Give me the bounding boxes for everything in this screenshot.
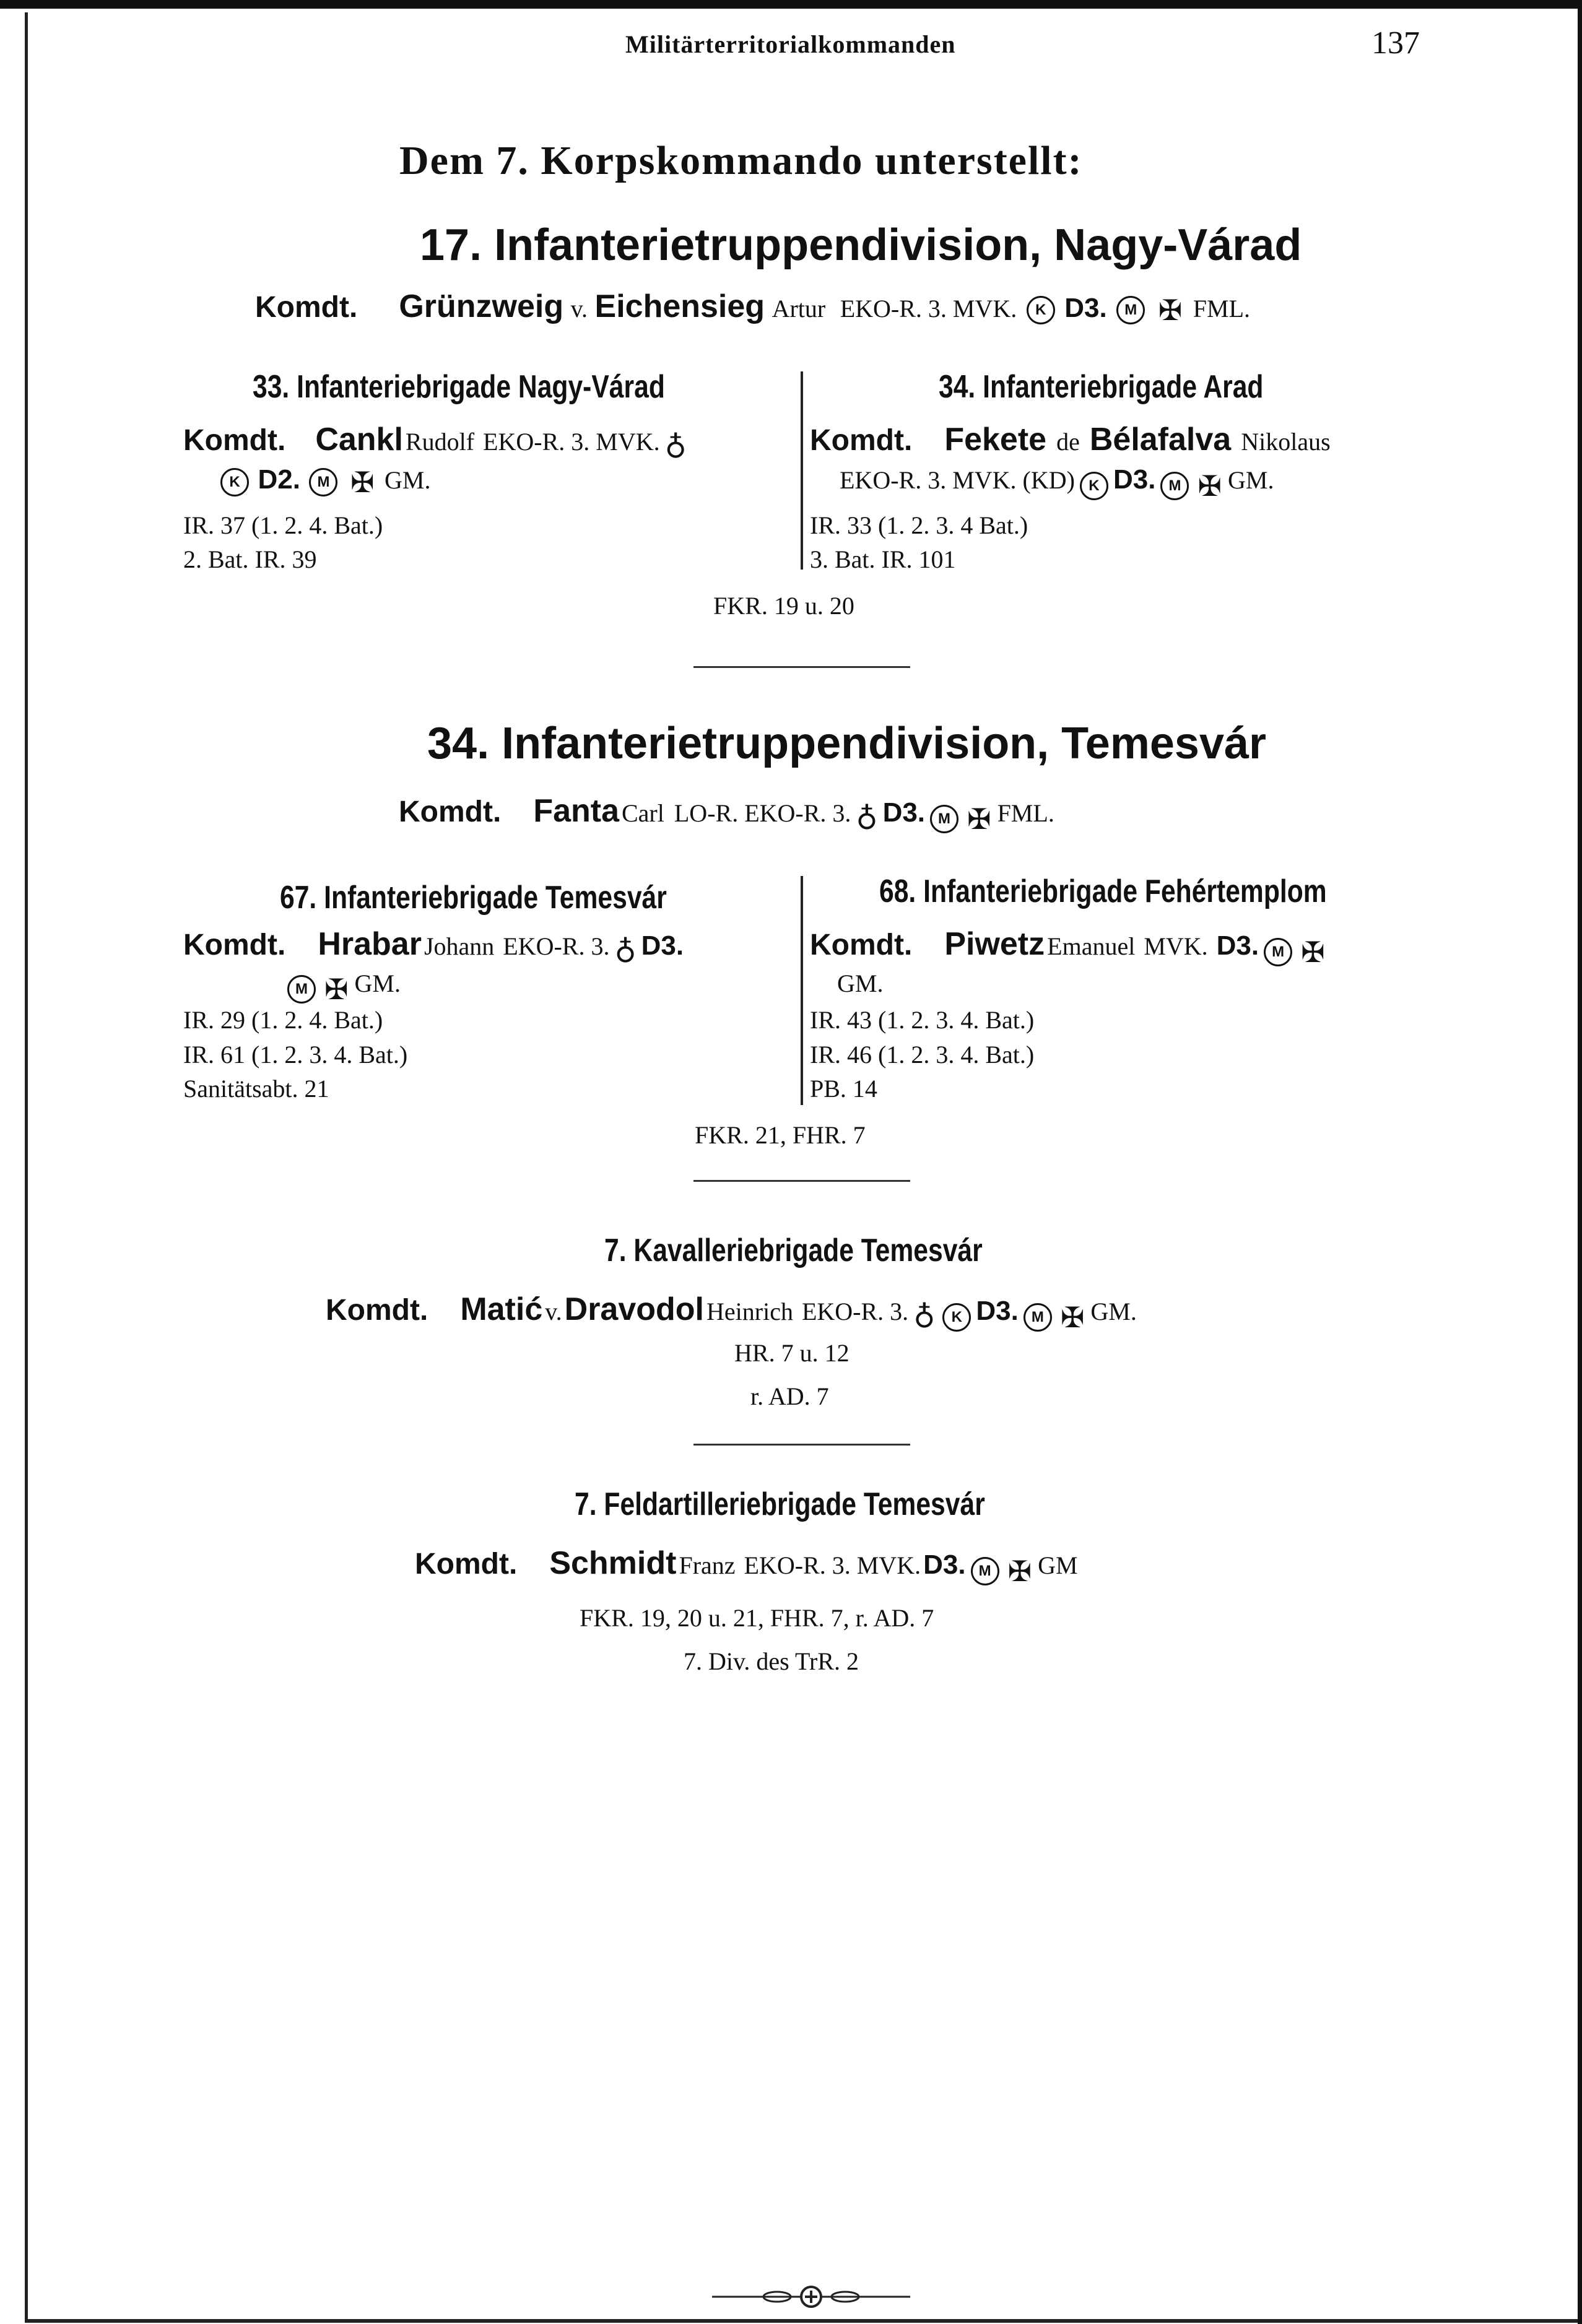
d-decoration: D3. [641, 930, 684, 961]
division-34-title: 34. Infanterietruppendivision, Temesvár [427, 719, 1267, 768]
k-badge-icon: K [942, 1303, 971, 1332]
page-top-border [0, 0, 1582, 9]
commander-decorations: EKO-R. 3. MVK. [840, 295, 1017, 323]
cavalry-brigade-7-unit-1: HR. 7 u. 12 [734, 1339, 850, 1367]
brigade-68-unit-2: IR. 46 (1. 2. 3. 4. Bat.) [810, 1041, 1035, 1069]
bell-icon: ♁ [913, 1300, 936, 1335]
d-decoration: D3. [882, 797, 926, 828]
commander-surname: Fanta [533, 793, 619, 829]
k-badge-icon: K [220, 468, 249, 496]
cross-icon: ✠ [324, 973, 349, 1007]
column-divider [801, 371, 803, 570]
page-number: 137 [1371, 25, 1420, 61]
brigade-34-title: 34. Infanteriebrigade Arad [939, 369, 1264, 405]
brigade-68-unit-3: PB. 14 [810, 1075, 877, 1103]
cavalry-brigade-7-commander [326, 1291, 1137, 1335]
bell-icon: ♁ [664, 430, 687, 466]
commander-rank: GM. [1228, 466, 1274, 494]
page-right-border [1578, 0, 1582, 2324]
commander-decorations: EKO-R. 3. MVK. (KD) [840, 466, 1075, 494]
commander-surname-2: Bélafalva [1089, 422, 1232, 457]
m-badge-icon: M [1264, 938, 1292, 966]
cavalry-brigade-7-title: 7. Kavalleriebrigade Temesvár [604, 1233, 983, 1268]
artillery-brigade-7-commander [415, 1545, 1078, 1588]
brigade-33-unit-1: IR. 37 (1. 2. 4. Bat.) [183, 511, 383, 539]
section-heading: Dem 7. Korpskommando unterstellt: [399, 138, 1083, 183]
cross-icon: ✠ [1060, 1301, 1085, 1335]
commander-surname: Matić [460, 1291, 543, 1327]
brigade-67-unit-1: IR. 29 (1. 2. 4. Bat.) [183, 1006, 383, 1034]
d-decoration: D3. [1113, 464, 1156, 495]
brigade-34-unit-2: 3. Bat. IR. 101 [810, 545, 956, 573]
komdt-label: Komdt. [183, 929, 286, 961]
commander-surname: Cankl [315, 422, 403, 457]
m-badge-icon: M [1116, 296, 1145, 324]
commander-given-name: Rudolf [405, 428, 475, 456]
commander-rank: GM. [354, 969, 401, 997]
end-ornament-icon [712, 2278, 910, 2315]
brigade-33-title: 33. Infanteriebrigade Nagy-Várad [253, 369, 665, 405]
brigade-67-commander [183, 926, 684, 969]
cross-icon: ✠ [1197, 469, 1222, 503]
commander-decorations: LO-R. EKO-R. 3. [674, 799, 851, 827]
brigade-68-rank: GM. [837, 969, 884, 997]
cross-icon: ✠ [1158, 293, 1183, 327]
commander-decorations: EKO-R. 3. [801, 1298, 909, 1325]
commander-decorations: EKO-R. 3. MVK. [744, 1551, 921, 1579]
komdt-label: Komdt. [810, 929, 913, 961]
running-title: Militärterritorialkommanden [625, 30, 956, 58]
separator [693, 1180, 910, 1182]
brigade-67-commander-line2 [285, 969, 401, 1006]
page-left-border [25, 12, 28, 2322]
artillery-brigade-7-unit-1: FKR. 19, 20 u. 21, FHR. 7, r. AD. 7 [580, 1604, 934, 1632]
m-badge-icon: M [1160, 472, 1189, 500]
commander-decorations: EKO-R. 3. [503, 932, 610, 960]
d-decoration: D3. [976, 1296, 1019, 1326]
division-34-commander [399, 792, 1054, 836]
commander-surname: Fekete [944, 422, 1047, 457]
m-badge-icon: M [309, 468, 337, 496]
commander-surname: Hrabar [318, 926, 422, 962]
d-decoration: D3. [1216, 930, 1259, 961]
m-badge-icon: M [971, 1557, 999, 1585]
commander-rank: FML. [1193, 295, 1251, 323]
artillery-brigade-7-unit-2: 7. Div. des TrR. 2 [684, 1647, 859, 1675]
brigade-68-commander [810, 926, 1329, 969]
brigade-68-title: 68. Infanteriebrigade Fehértemplom [879, 874, 1327, 909]
commander-surname-2: Eichensieg [594, 288, 765, 324]
commander-surname: Grünzweig [399, 288, 564, 324]
commander-particle: v. [570, 295, 588, 323]
commander-decorations: EKO-R. 3. MVK. [483, 428, 660, 456]
commander-particle: v. [545, 1298, 562, 1325]
separator [693, 1444, 910, 1446]
komdt-label: Komdt. [415, 1548, 518, 1580]
commander-rank: GM [1038, 1551, 1078, 1579]
brigade-68-unit-1: IR. 43 (1. 2. 3. 4. Bat.) [810, 1006, 1035, 1034]
commander-rank: GM. [1090, 1298, 1137, 1325]
cross-icon: ✠ [1007, 1554, 1032, 1589]
division-17-commander [255, 288, 1250, 327]
commander-given-name: Heinrich [706, 1298, 793, 1325]
column-divider [801, 876, 803, 1105]
komdt-label: Komdt. [810, 424, 913, 457]
commander-given-name: Artur [771, 295, 826, 323]
k-badge-icon: K [1027, 296, 1055, 324]
division-17-title: 17. Infanterietruppendivision, Nagy-Várad [420, 220, 1302, 270]
commander-surname: Schmidt [549, 1545, 677, 1581]
commander-given-name: Emanuel [1047, 932, 1136, 960]
commander-particle: de [1056, 428, 1080, 456]
komdt-label: Komdt. [326, 1294, 428, 1327]
commander-given-name: Nikolaus [1241, 428, 1331, 456]
brigade-33-commander [183, 421, 689, 465]
d-decoration: D3. [1064, 293, 1107, 323]
artillery-brigade-7-title: 7. Feldartilleriebrigade Temesvár [575, 1486, 985, 1522]
brigade-34-commander [810, 421, 1331, 458]
m-badge-icon: M [287, 975, 316, 1004]
brigade-33-unit-2: 2. Bat. IR. 39 [183, 545, 317, 573]
komdt-label: Komdt. [255, 291, 358, 324]
commander-given-name: Franz [679, 1551, 736, 1579]
m-badge-icon: M [930, 805, 958, 833]
bell-icon: ♁ [856, 802, 878, 837]
commander-decorations: MVK. [1144, 932, 1208, 960]
komdt-label: Komdt. [183, 424, 286, 457]
bell-icon: ♁ [614, 935, 637, 970]
separator [693, 666, 910, 668]
commander-given-name: Carl [622, 799, 664, 827]
brigade-33-commander-line2 [218, 464, 430, 499]
page-bottom-border [25, 2319, 1582, 2323]
cross-icon: ✠ [967, 802, 991, 836]
brigade-34-unit-1: IR. 33 (1. 2. 3. 4 Bat.) [810, 511, 1028, 539]
komdt-label: Komdt. [399, 796, 502, 828]
d-decoration: D2. [258, 464, 300, 495]
cross-icon: ✠ [350, 466, 375, 500]
division-17-shared-units: FKR. 19 u. 20 [713, 592, 854, 620]
commander-surname-2: Dravodol [564, 1291, 705, 1327]
cavalry-brigade-7-unit-2: r. AD. 7 [750, 1382, 829, 1410]
commander-rank: FML. [997, 799, 1054, 827]
brigade-67-unit-2: IR. 61 (1. 2. 3. 4. Bat.) [183, 1041, 408, 1069]
k-badge-icon: K [1080, 472, 1108, 500]
d-decoration: D3. [923, 1550, 966, 1580]
commander-rank: GM. [385, 466, 431, 494]
m-badge-icon: M [1024, 1303, 1052, 1332]
division-34-shared-units: FKR. 21, FHR. 7 [695, 1121, 866, 1149]
brigade-34-commander-line2 [840, 464, 1274, 503]
brigade-67-unit-3: Sanitätsabt. 21 [183, 1075, 329, 1103]
commander-surname: Piwetz [944, 926, 1045, 962]
commander-given-name: Johann [424, 932, 495, 960]
cross-icon: ✠ [1301, 935, 1325, 969]
brigade-67-title: 67. Infanteriebrigade Temesvár [280, 880, 667, 916]
